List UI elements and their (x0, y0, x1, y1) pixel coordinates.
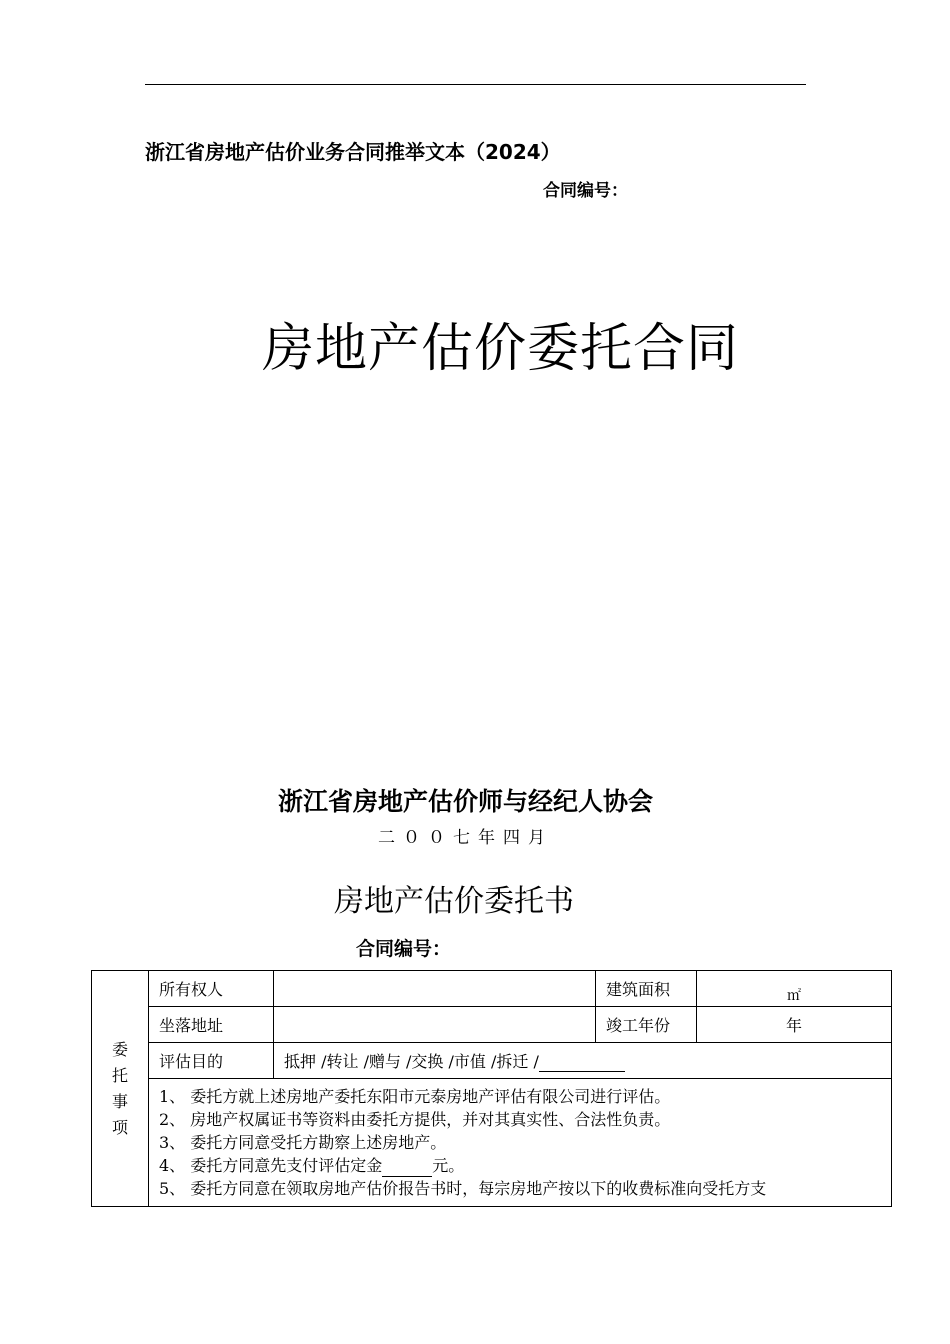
owner-field[interactable] (274, 971, 596, 1007)
commission-title: 房地产估价委托书 (334, 884, 574, 919)
document-subtitle: 浙江省房地产估价业务合同推举文本（2024） (145, 140, 561, 164)
table-row (92, 1043, 892, 1079)
publish-date: 二００七年四月 (378, 828, 553, 848)
contract-number-label: 合同编号： (543, 181, 628, 201)
commission-terms (149, 1079, 892, 1207)
purpose-options-text: 抵押 /转让 /赠与 /交换 /市值 /拆迁 / (284, 1052, 539, 1071)
contract-title: 房地产估价委托合同 (262, 319, 740, 379)
term-item: 3、 委托方同意受托方勘察上述房地产。 (159, 1133, 447, 1152)
term-item: 1、 委托方就上述房地产委托东阳市元泰房地产评估有限公司进行评估。 (159, 1087, 671, 1106)
term-item: 5、 委托方同意在领取房地产估价报告书时，每宗房地产按以下的收费标准向受托方支 (159, 1179, 767, 1198)
purpose-options[interactable] (274, 1043, 892, 1079)
location-label: 坐落地址 (149, 1007, 274, 1043)
commission-form-table (91, 970, 892, 1207)
term-item: 2、 房地产权属证书等资料由委托方提供，并对其真实性、合法性负责。 (159, 1110, 671, 1129)
table-row (92, 1079, 892, 1207)
location-field[interactable] (274, 1007, 596, 1043)
deposit-amount-blank[interactable] (382, 1160, 432, 1177)
association-name: 浙江省房地产估价师与经纪人协会 (278, 787, 654, 816)
commission-matters-label: 委 托 事 项 (92, 971, 149, 1207)
completion-year-field[interactable] (697, 1007, 892, 1043)
area-unit: ㎡ (787, 987, 801, 1004)
completion-year-label: 竣工年份 (596, 1007, 697, 1043)
building-area-field[interactable] (697, 971, 892, 1007)
year-unit: 年 (785, 1016, 802, 1035)
table-row (92, 971, 892, 1007)
commission-contract-number-label: 合同编号： (356, 938, 452, 960)
top-rule (145, 84, 806, 85)
table-row (92, 1007, 892, 1043)
purpose-label: 评估目的 (149, 1043, 274, 1079)
building-area-label: 建筑面积 (596, 971, 697, 1007)
purpose-other-blank[interactable] (539, 1055, 625, 1072)
owner-label: 所有权人 (149, 971, 274, 1007)
term-item: 4、 委托方同意先支付评估定金 元。 (159, 1156, 465, 1175)
